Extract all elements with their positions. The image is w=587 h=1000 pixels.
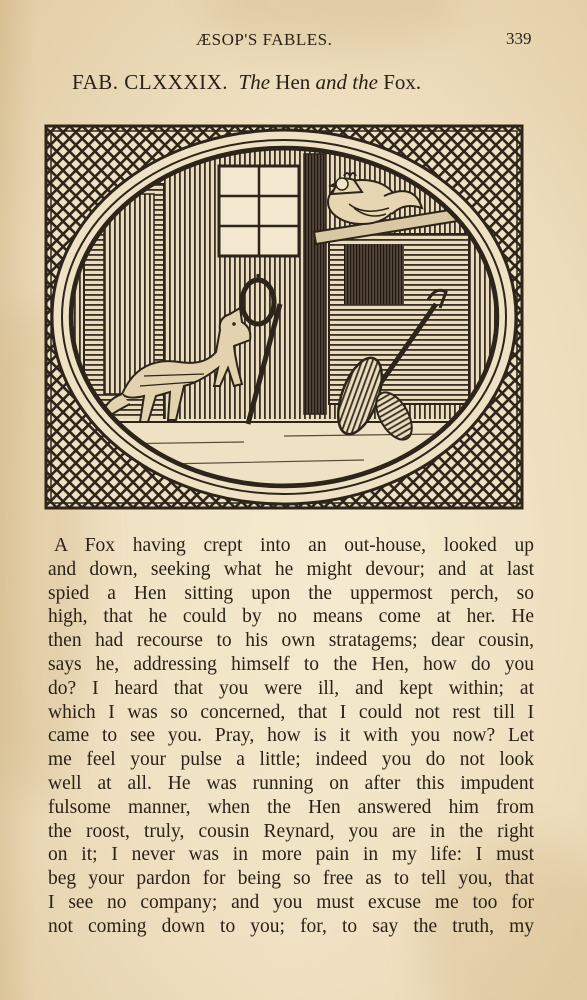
title-hen: Hen: [275, 70, 311, 94]
body-line: spied a Hen sitting upon the uppermost perch, so: [48, 582, 534, 604]
body-line: high, that he could by no means come at her. He: [48, 606, 534, 628]
body-line: and down, seeking what he might devour; and at last: [48, 558, 534, 580]
body-line: then had recourse to his own stratagems; dear cousin,: [48, 630, 534, 652]
body-line: says he, addressing himself to the Hen, how do you: [48, 653, 534, 675]
fable-number: FAB. CLXXXIX.: [72, 70, 229, 94]
title-fox: Fox.: [383, 70, 422, 94]
body-line: well at all. He was running on after this impudent: [48, 772, 534, 794]
body-line: do? I heard that you were ill, and kept within; at: [48, 677, 534, 699]
title-the: The: [238, 70, 271, 94]
body-line: on it; I never was in more pain in my life: I must: [48, 844, 534, 866]
woodcut-illustration: [44, 124, 524, 510]
fable-title: [72, 70, 532, 95]
page-header: [0, 30, 587, 54]
fable-body: [48, 534, 534, 939]
body-line: not coming down to you; for, to say the truth, my: [48, 915, 534, 937]
running-title: ÆSOP'S FABLES.: [196, 30, 333, 49]
body-line: came to see you. Pray, how is it with you now? Let: [48, 725, 534, 747]
body-line: which I was so concerned, that I could not rest till I: [48, 701, 534, 723]
body-line: I see no company; and you must excuse me too for: [48, 891, 534, 913]
body-line: A Fox having crept into an out-house, looked up: [54, 535, 534, 556]
page-number: 339: [506, 29, 532, 48]
body-line: beg your pardon for being so free as to tell you, that: [48, 868, 534, 890]
title-and-the: and the: [315, 70, 378, 94]
body-line: me feel your pulse a little; indeed you do not look: [48, 749, 534, 771]
body-line: fulsome manner, when the Hen answered him from: [48, 796, 534, 818]
body-line: the roost, truly, cousin Reynard, you are in the right: [48, 820, 534, 842]
